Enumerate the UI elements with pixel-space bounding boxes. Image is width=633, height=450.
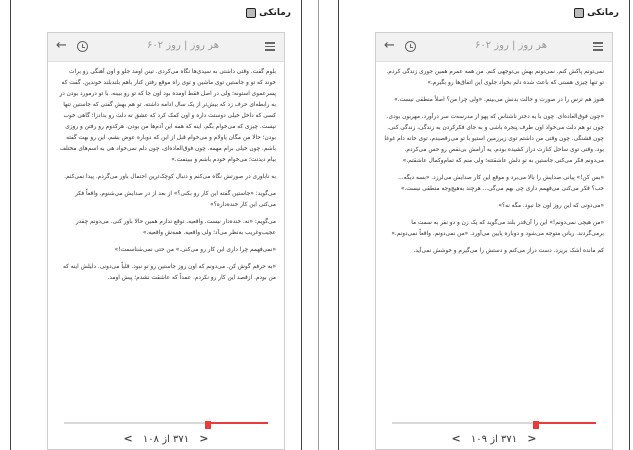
book-text	[56, 67, 276, 409]
previous-page-icon[interactable]: <	[123, 432, 133, 445]
paragraph: به ناباوری در صورتش نگاه می‌کنم و دنبال کوچک‌ترین احتمال باور می‌گردم. پیدا نمی‌کنم.	[64, 174, 276, 180]
reader-header	[48, 33, 284, 62]
reader-screen-right	[375, 32, 613, 450]
history-icon[interactable]	[405, 41, 416, 52]
book-title: هر روز | روز ۶۰۲	[475, 40, 547, 51]
left-page-frame	[10, 0, 302, 450]
back-arrow-icon[interactable]: ←	[56, 38, 67, 53]
menu-icon[interactable]	[265, 42, 275, 53]
page-divider	[318, 0, 319, 450]
page-total: ۳۷۱	[172, 434, 190, 445]
paragraph: بلوم گفت. وقتی داشتی به سیدی‌ها نگاه می‌کردی. تینن اومد جلو و اون آهنگی رو برات خوند که تو و جاستین توی ماشین و توی راه موقع رفتن کنار باهم بلندبلند خوندین. گفت که پسرعموی استونه؛ ولی در اصل فقط اومده بود اون جا که تو رو ببینه. با تو درمورد بودن درِ به رابطه‌ای حرف زد که بیش‌تر از یک سال ادامه داشته. تو هم بهش گفتی که جاستین تنها کسی که داخل خیلی دوستت داره و اون کمک کرد که عشق ته دلت رو بدادزا؛ گاهی خوب نیست. چیزی که می‌خوام بگم، اینه که همه این آدم‌ها من بودن. هرکدوم رو رفتن و روزی بودن؛ حالا من مگان پاولام و می‌خوام قبل از این که دوباره عوض بشم، این رو بهت گفته باشم. چون خیلی برام مهمه. چون فوق‌العاده‌ای، چون دلم نمی‌خواد هی به اسم‌های مختلف بیام دیدنت؛ می‌خوام خودم باشم و ببینمت.»	[59, 69, 276, 163]
menu-icon[interactable]	[593, 42, 603, 53]
page-of: از	[490, 434, 498, 445]
history-icon[interactable]	[77, 41, 88, 52]
paragraph: «چون فوق‌العاده‌ای. چون با یه دختر ناشناس که پهو از مدرسه‌ت سر درآورد، مهربون بودی. چون تو هم دلت می‌خواد اون طرف پنجره باشی و به جای فکرکردن به زندگی، زندگی کنی. چون قشنگی. چون وقتی من داشتم توی زیرزمین استیو با تو می‌رقصیدم، توی خانه دام غوغا بود. وقتی توی ساحل کنارت دراز کشیده بودم، یه آرامش بی‌نقص رو حس می‌کردم. می‌دونم فکر می‌کنی جاستین به تو دلش عاشقتته؛ ولی منم که تمام‌وکمال عاشقتم.»	[384, 114, 604, 164]
bookmark-icon[interactable]	[533, 421, 539, 429]
reading-progress-fill	[537, 422, 596, 424]
bookmark-icon[interactable]	[205, 421, 211, 429]
page-current: ۱۰۹	[470, 434, 487, 445]
paragraph: می‌گویم: «نه. خنده‌دار نیست. واقعیه. توقع ندارم همین حالا باور کنی. می‌دونم چقدر عجیب‌وغریب به‌نظر می‌آد؛ ولی واقعیه. همه‌ش واقعیه.»	[75, 219, 276, 236]
previous-page-icon[interactable]: <	[451, 432, 461, 445]
brand-mark-icon	[574, 8, 584, 18]
paragraph: هنوز هم ترس را در صورت و حالت بدنش می‌بینم. «ولی چرا من؟ اصلاً منطقی نیست.»	[394, 97, 604, 103]
page-of: از	[162, 434, 170, 445]
page-current: ۱۰۸	[142, 434, 159, 445]
paragraph: نمی‌تونم پاکش کنم. نمی‌تونم بهش بی‌توجهی کنم. من همه عمرم همین جوری زندگی کردم. تو تنها چیزی هستی که باعث شده دلم بخواد جلوی این اتفاق‌ها رو بگیرم.»	[386, 69, 604, 86]
right-page-frame	[338, 0, 630, 450]
paragraph: می‌گوید: «جاستین گفته این کار رو بکنی؟» از بعد از در صدایش می‌شنوم. واقعاً فکر می‌کنی این کار خنده‌داره؟»	[74, 191, 276, 208]
brand-name: رمانکی	[259, 8, 291, 18]
paragraph: «می‌دونی که این روز اون جا نبود. مگه نه؟»	[498, 203, 604, 209]
reading-progress-bar[interactable]	[64, 422, 268, 424]
paragraph: «نمی‌فهمم چرا داری این کار رو می‌کنی.» من حتی نمی‌شناسمت!»	[114, 247, 276, 253]
reading-progress-bar[interactable]	[392, 422, 596, 424]
back-arrow-icon[interactable]: ←	[384, 38, 395, 53]
page-navigator	[48, 432, 284, 445]
paragraph: کم مانده اشک بریزد. دست دراز می‌کنم و دستش را می‌گیرم و خوشش نمی‌آید.	[413, 248, 604, 254]
page-total: ۳۷۱	[500, 434, 518, 445]
brand-mark-icon	[246, 8, 256, 18]
brand-logo	[574, 8, 619, 18]
page-indicator	[143, 434, 189, 445]
book-text	[384, 67, 604, 409]
reader-screen-left	[47, 32, 285, 450]
brand-name: رمانکی	[587, 8, 619, 18]
page-navigator	[376, 432, 612, 445]
next-page-icon[interactable]: >	[527, 432, 537, 445]
reader-header	[376, 33, 612, 62]
paragraph: «من هیچی نمی‌دونم!» این را آن‌قدر بلند می‌گوید که یک زن و دو نفر به سمت ما برمی‌گردند. ریانن متوجه می‌شود و دوباره پایین می‌آورد. «من نمی‌دونم. واقعاً نمی‌دونم.»	[391, 220, 604, 237]
reading-progress-fill	[209, 422, 268, 424]
paragraph: «به حرفم گوش کن. می‌دونم که اون روز جاستین رو تو نبود. قلباً می‌دونی. دلیلش اینه که من بودم. ازقصد این کار رو نکردم. عمداً که عاشقت نشدم؛ پیش اومد.	[62, 264, 276, 281]
page-indicator	[471, 434, 517, 445]
brand-logo	[246, 8, 291, 18]
paragraph: «بس کن!» پیانی صدایش را بالا می‌برد و موقع این کار صدایش می‌لرزد. «بسه دیگه... خب؟ فکر می‌کنی می‌فهمم داری چی بهم می‌گی... هرچند به‌هیچ‌وجه منطقی نیست.»	[398, 175, 604, 192]
book-title: هر روز | روز ۶۰۲	[147, 40, 219, 51]
next-page-icon[interactable]: >	[199, 432, 209, 445]
